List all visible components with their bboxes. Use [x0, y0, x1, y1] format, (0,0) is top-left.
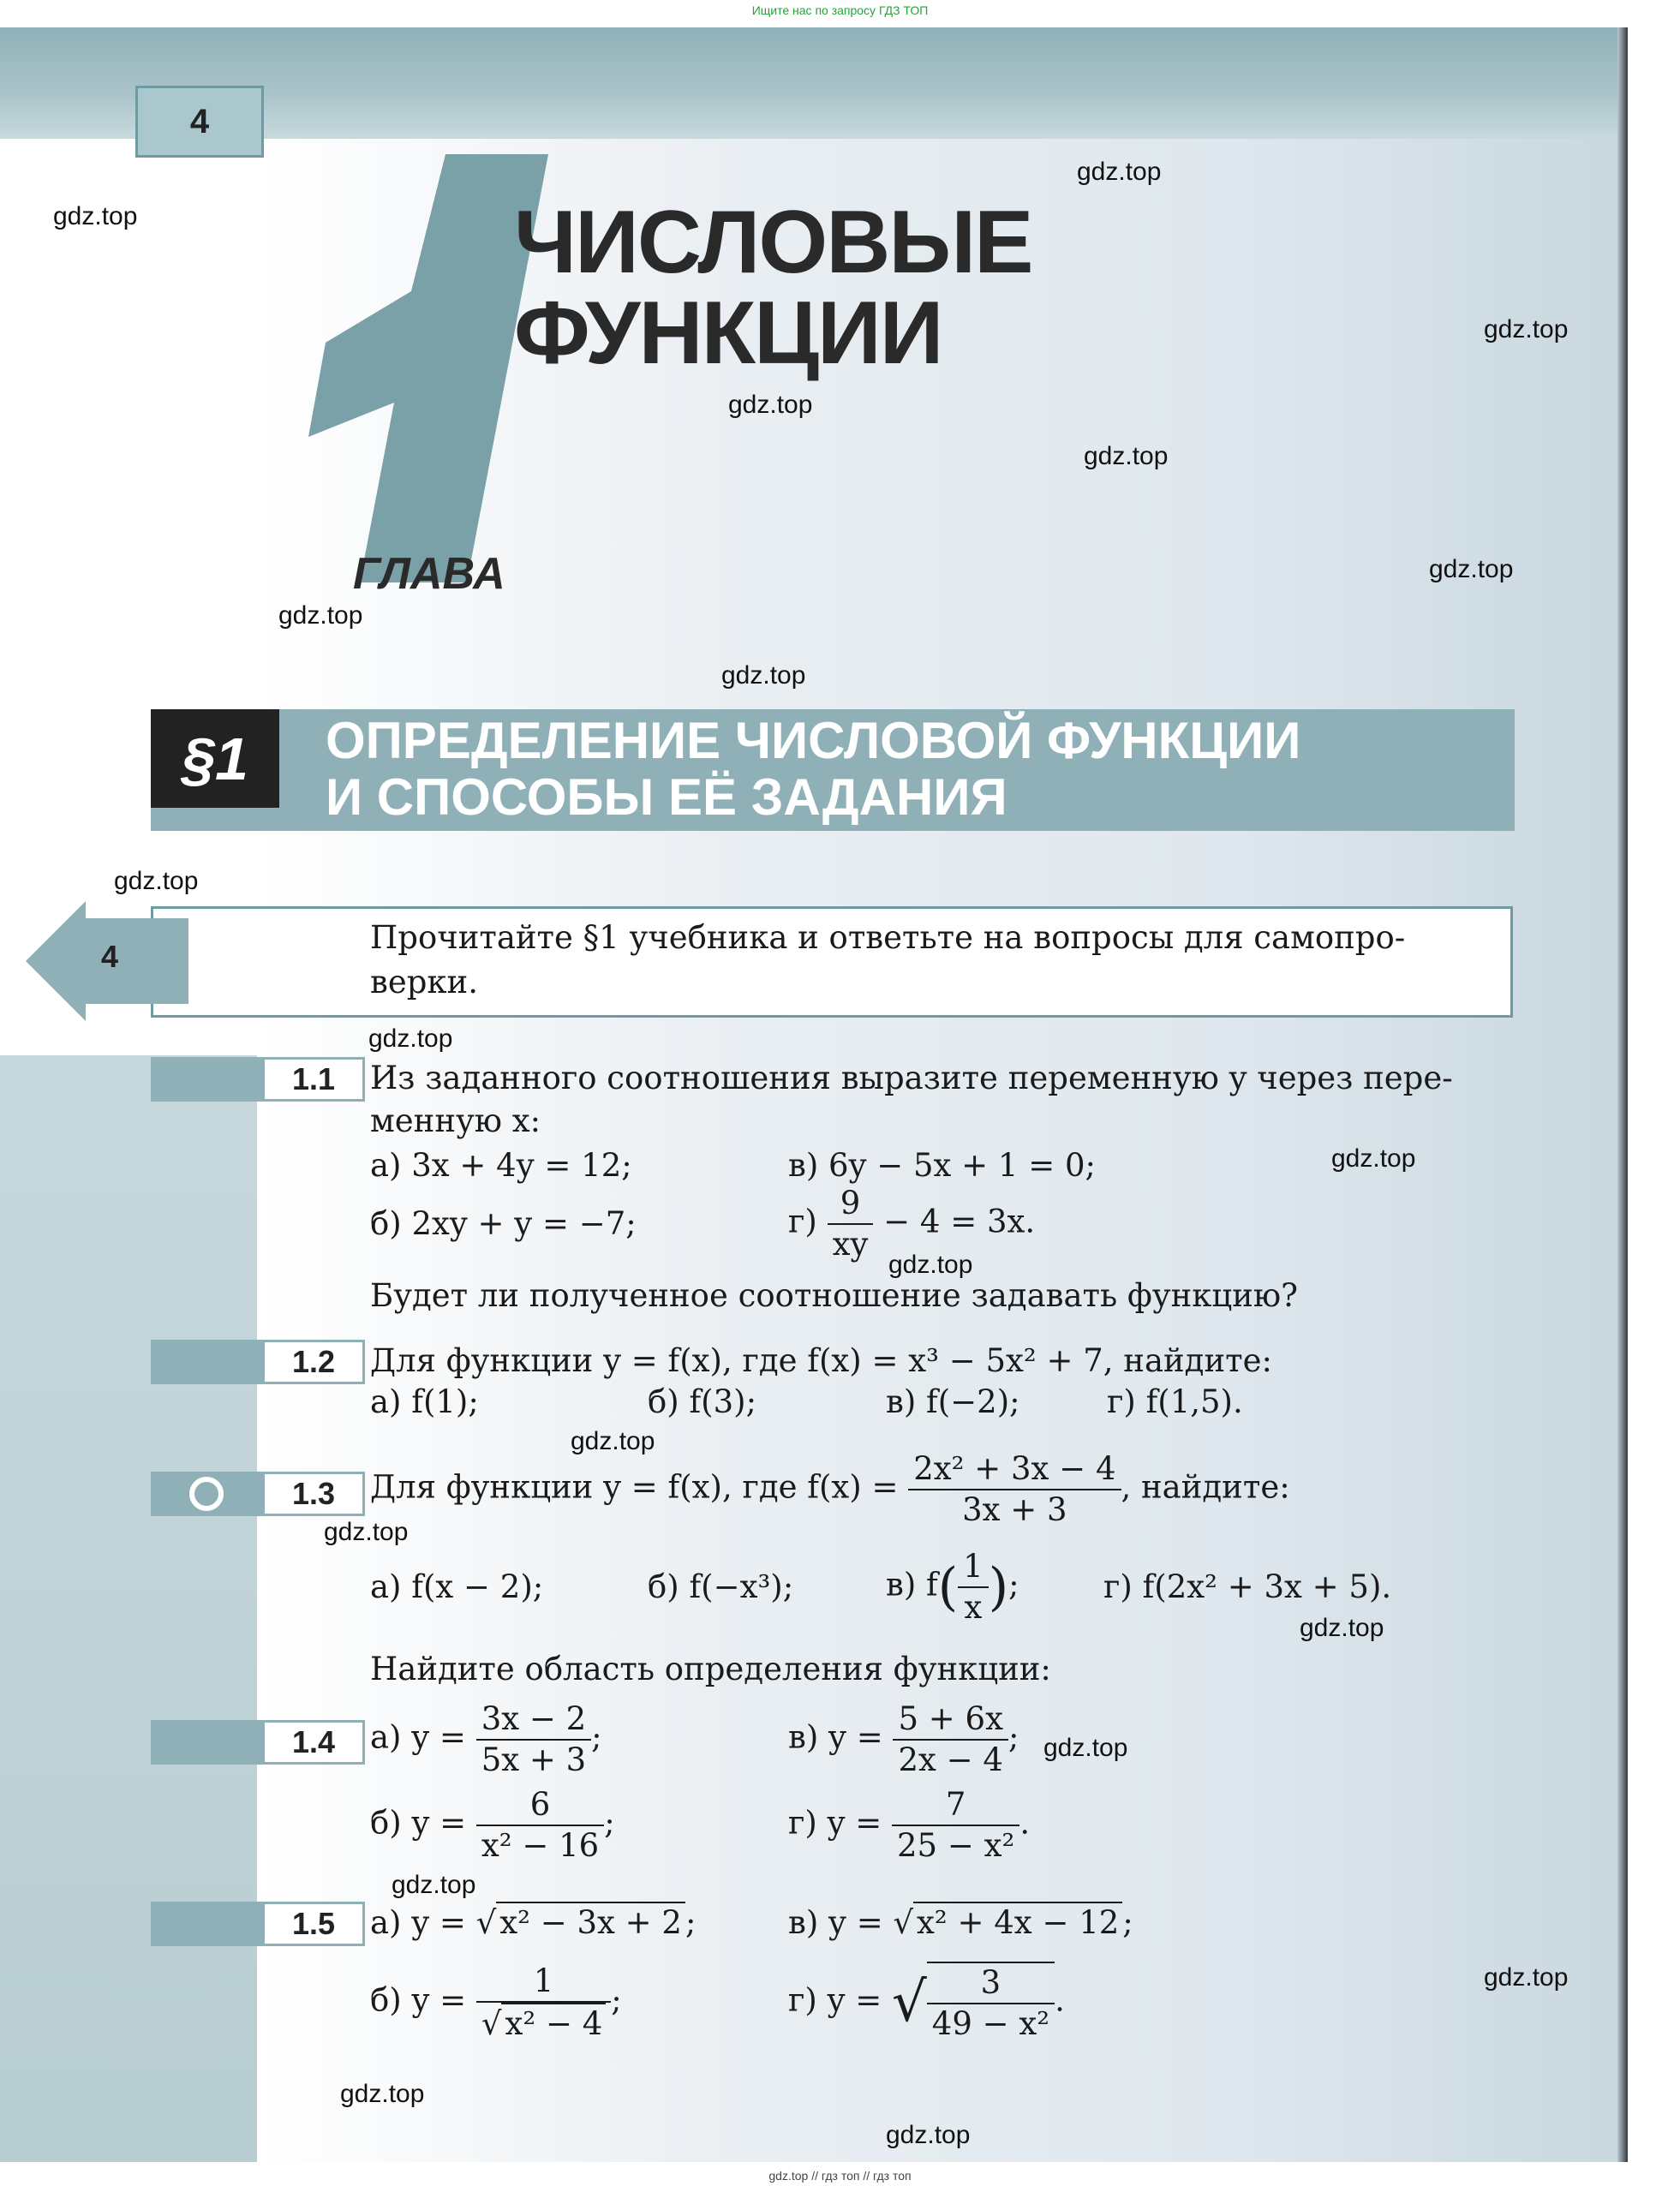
- separator: ;: [604, 1804, 615, 1842]
- watermark: gdz.top: [1331, 1144, 1416, 1173]
- exercise-label: 1.4: [262, 1720, 365, 1765]
- side-band: [0, 1055, 257, 2162]
- fraction-numerator: 6: [476, 1785, 604, 1826]
- ex1-1-v: в) 6y − 5x + 1 = 0;: [788, 1147, 1096, 1184]
- fraction-numerator: 3x − 2: [476, 1699, 591, 1741]
- separator: ;: [1007, 1718, 1019, 1756]
- fraction-numerator: 1: [958, 1547, 989, 1588]
- ex1-5-b-fraction: [476, 1962, 611, 2044]
- chapter-label: ГЛАВА: [353, 549, 505, 599]
- watermark: gdz.top: [1077, 158, 1162, 186]
- fraction-denominator: 3x + 3: [962, 1491, 1067, 1528]
- ex1-4-b-label: б) y =: [370, 1804, 467, 1842]
- fraction-numerator: 3: [927, 1963, 1055, 2004]
- ex1-4-a-fraction: [476, 1699, 591, 1780]
- exercise-number: [151, 1472, 365, 1516]
- ex1-2-b: б) f(3);: [648, 1383, 757, 1420]
- ex1-3-a: а) f(x − 2);: [370, 1568, 544, 1605]
- ex1-4-v-fraction: [893, 1699, 1007, 1780]
- fraction-denominator: x: [964, 1589, 983, 1626]
- watermark: gdz.top: [1084, 442, 1169, 470]
- paragraph-mark: §1: [151, 709, 279, 808]
- separator: ;: [685, 1904, 697, 1941]
- ex1-1-b: б) 2xy + y = −7;: [370, 1205, 637, 1242]
- ex1-4-g-fraction: [892, 1785, 1019, 1866]
- intro-line1: Прочитайте §1 учебника и ответьте на вопросы для самопро-: [370, 919, 1406, 956]
- exercise-bar: [151, 1057, 262, 1102]
- fraction-denominator: [476, 2003, 611, 2044]
- watermark: gdz.top: [888, 1251, 973, 1279]
- exercise-label: 1.2: [262, 1340, 365, 1384]
- fraction-numerator: 9: [828, 1184, 874, 1225]
- bottom-note: gdz.top // гдз топ // гдз топ: [768, 2169, 912, 2183]
- radical-sign: √: [475, 1904, 497, 1941]
- chapter-title-line2: ФУНКЦИИ: [514, 284, 942, 383]
- ex1-1-text1: Из заданного соотношения выразите переменную y через пере-: [370, 1060, 1453, 1096]
- paragraph-title: [326, 713, 1300, 826]
- ex1-5-v-label: в) y =: [788, 1904, 883, 1941]
- watermark: gdz.top: [721, 661, 806, 690]
- watermark: gdz.top: [1484, 1963, 1569, 1992]
- radical-sign: √: [893, 1904, 914, 1941]
- right-paren: ): [988, 1557, 1009, 1617]
- separator: .: [1055, 1981, 1065, 2019]
- watermark: gdz.top: [114, 867, 199, 895]
- ex1-5-g: [788, 1962, 1065, 2044]
- ex1-4-b: [370, 1785, 615, 1866]
- ex1-3-text: [370, 1449, 1290, 1530]
- watermark: gdz.top: [324, 1518, 409, 1546]
- exercise-number: [151, 1902, 365, 1946]
- ex1-5-b: [370, 1962, 622, 2044]
- ex1-5-a: [370, 1902, 696, 1944]
- watermark: gdz.top: [1484, 315, 1569, 343]
- ex1-4-g-label: г) y =: [788, 1804, 882, 1842]
- ex1-3-b: б) f(−x³);: [648, 1568, 794, 1605]
- ex1-4-v-label: в) y =: [788, 1718, 883, 1756]
- intro-line2: верки.: [370, 964, 478, 1000]
- paragraph-title-line2: И СПОСОБЫ ЕЁ ЗАДАНИЯ: [326, 768, 1007, 826]
- left-paren: (: [937, 1557, 959, 1617]
- ex1-4-v: [788, 1699, 1019, 1780]
- watermark: gdz.top: [368, 1024, 453, 1053]
- exercise-label: 1.5: [262, 1902, 365, 1946]
- page-edge: [1617, 27, 1628, 2162]
- exercise-label: 1.1: [262, 1057, 365, 1102]
- ex1-5-b-label: б) y =: [370, 1981, 467, 2019]
- watermark: gdz.top: [278, 601, 363, 630]
- exercise-number: [151, 1057, 365, 1102]
- ex1-1-question: Будет ли полученное соотношение задавать функцию?: [370, 1277, 1298, 1314]
- separator: ;: [591, 1718, 602, 1756]
- watermark: gdz.top: [1043, 1734, 1128, 1762]
- ex1-2-a: а) f(1);: [370, 1383, 479, 1420]
- exercise-number: [151, 1340, 365, 1384]
- fraction-numerator: 2x² + 3x − 4: [908, 1449, 1121, 1490]
- ex1-1-g-fraction: [828, 1184, 874, 1264]
- watermark: gdz.top: [1429, 555, 1514, 583]
- watermark: gdz.top: [53, 202, 138, 230]
- paragraph-title-line1: ОПРЕДЕЛЕНИЕ ЧИСЛОВОЙ ФУНКЦИИ: [326, 712, 1301, 769]
- ex1-2-v: в) f(−2);: [886, 1383, 1020, 1420]
- exercise-bar: [151, 1340, 262, 1384]
- fraction-denominator: x² − 16: [481, 1827, 600, 1864]
- page-ref-number: 4: [101, 939, 119, 974]
- ex1-3-tail: , найдите:: [1121, 1468, 1290, 1506]
- ex1-2-g: г) f(1,5).: [1107, 1383, 1243, 1420]
- fraction-denominator: 2x − 4: [898, 1741, 1003, 1778]
- radical-sign: √: [481, 2005, 502, 2042]
- watermark: gdz.top: [571, 1427, 655, 1455]
- ex1-4-b-fraction: [476, 1785, 604, 1866]
- ex1-3-v-tail: ;: [1008, 1566, 1019, 1604]
- ex1-5-v: [788, 1902, 1133, 1944]
- exercise-label: 1.3: [262, 1472, 365, 1516]
- watermark: gdz.top: [886, 2121, 971, 2149]
- separator: ;: [1122, 1904, 1133, 1941]
- ex1-3-v: [886, 1547, 1019, 1628]
- separator: .: [1019, 1804, 1031, 1842]
- chapter-title-line1: ЧИСЛОВЫЕ: [514, 193, 1032, 292]
- exercise-bar: [151, 1472, 262, 1516]
- radicand: x² − 4: [501, 2003, 606, 2044]
- ex1-1-g-label: г): [788, 1203, 817, 1240]
- exercise-bar: [151, 1720, 262, 1765]
- top-note: Ищите нас по запросу ГДЗ ТОП: [751, 3, 929, 17]
- radical-sign: √: [892, 1971, 927, 2034]
- chapter-title: [514, 193, 1032, 383]
- ex1-2-text: Для функции y = f(x), где f(x) = x³ − 5x² + 7, найдите:: [370, 1342, 1272, 1379]
- fraction-numerator: 5 + 6x: [893, 1699, 1007, 1741]
- ex1-5-g-fraction: [927, 1962, 1055, 2044]
- domain-task: Найдите область определения функции:: [370, 1651, 1051, 1687]
- page-number: 4: [135, 86, 264, 158]
- fraction-numerator: 1: [476, 1962, 611, 2003]
- ex1-1-g-rest: − 4 = 3x.: [883, 1203, 1036, 1240]
- watermark: gdz.top: [1300, 1614, 1384, 1642]
- separator: ;: [611, 1981, 622, 2019]
- fraction-denominator: 5x + 3: [481, 1741, 587, 1778]
- exercise-bar: [151, 1902, 262, 1946]
- ex1-1-a: а) 3x + 4y = 12;: [370, 1147, 632, 1184]
- exercise-number: [151, 1720, 365, 1765]
- fraction-denominator: xy: [832, 1226, 869, 1263]
- watermark: gdz.top: [728, 391, 813, 419]
- ex1-5-a-label: а) y =: [370, 1904, 466, 1941]
- ex1-1-text2: менную x:: [370, 1102, 541, 1139]
- difficulty-circle-icon: [189, 1477, 224, 1511]
- ex1-3-g: г) f(2x² + 3x + 5).: [1103, 1568, 1392, 1605]
- ex1-3-v-fraction: [958, 1547, 989, 1628]
- fraction-denominator: 49 − x²: [931, 2005, 1050, 2042]
- chapter-number-graphic: [300, 154, 548, 582]
- fraction-numerator: 7: [892, 1785, 1019, 1826]
- ex1-3-v-label: в) f: [886, 1566, 938, 1604]
- watermark: gdz.top: [340, 2080, 425, 2108]
- watermark: gdz.top: [392, 1871, 476, 1899]
- fraction-denominator: 25 − x²: [897, 1827, 1015, 1864]
- ex1-5-v-radicand: x² + 4x − 12: [913, 1902, 1122, 1943]
- ex1-4-g: [788, 1785, 1030, 1866]
- ex1-3-lead: Для функции y = f(x), где f(x) =: [370, 1468, 899, 1506]
- ex1-4-a: [370, 1699, 602, 1780]
- ex1-5-g-label: г) y =: [788, 1981, 882, 2019]
- ex1-5-a-radicand: x² − 3x + 2: [496, 1902, 685, 1943]
- ex1-3-fraction: [908, 1449, 1121, 1530]
- ex1-4-a-label: а) y =: [370, 1718, 466, 1756]
